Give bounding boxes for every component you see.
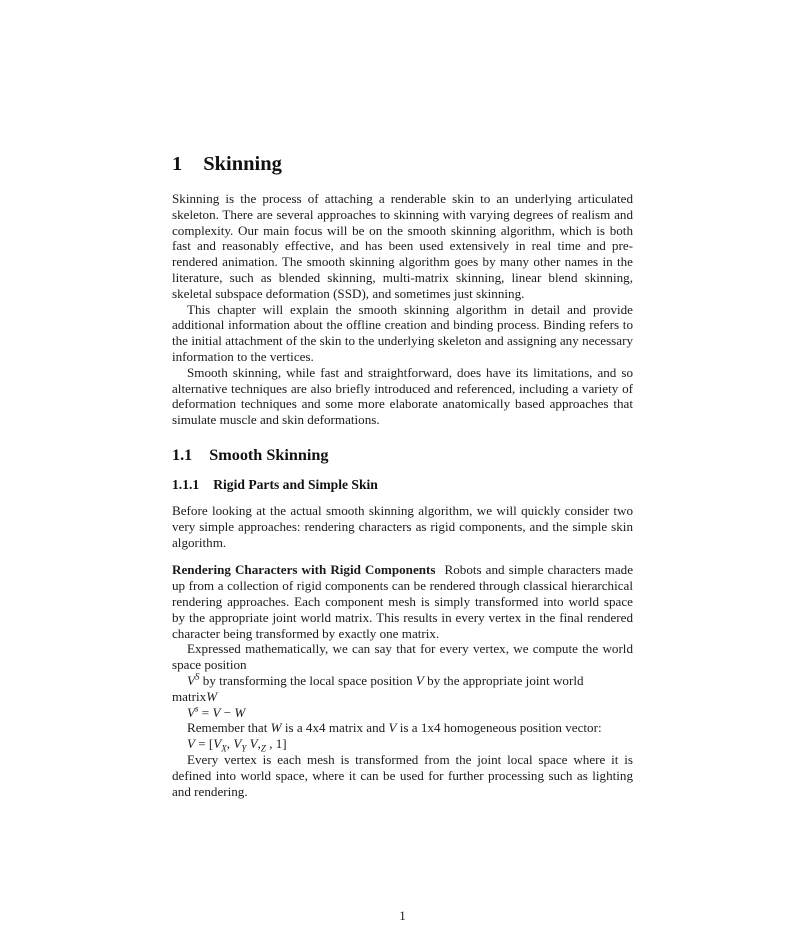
math-subscript: Z <box>260 743 266 754</box>
math-var: W <box>206 688 218 704</box>
math-var: W <box>270 720 282 736</box>
math-var: V <box>213 736 222 752</box>
math-text: = <box>198 704 213 720</box>
section-title: Skinning <box>203 153 282 175</box>
math-vs-intro <box>172 673 633 705</box>
subsection-title: Smooth Skinning <box>209 445 329 464</box>
paragraph-chapter-overview: This chapter will explain the smooth skinning algorithm in detail and provide additional information about the offline creation and binding process. Binding refers to the initial attachment of the skin to the underlying skeleton and assigning any necessary information to the vertices. <box>172 301 633 364</box>
math-text: is a 1x4 homogeneous position vector: <box>396 720 602 736</box>
math-subscript: Y <box>241 743 247 754</box>
paragraph-before-looking: Before looking at the actual smooth skinning algorithm, we will quickly consider two very simple approaches: rendering characters as rigid components, and the simple skin algorithm. <box>172 502 633 550</box>
math-superscript: S <box>195 671 200 682</box>
subsection-number: 1.1 <box>172 445 193 464</box>
paragraph-intro: Skinning is the process of attaching a renderable skin to an underlying articulated skeleton. There are several approaches to skinning with varying degrees of realism and complexity. Our main focus will be on the smooth skinning algorithm, which is both fast and reasonably effective, and has been used extensively in real time and pre-rendered animation. The smooth skinning algorithm goes by many other names in the literature, such as blended skinning, multi-matrix skinning, linear blend skinning, skeletal subspace deformation (SSD), and sometimes just skinning. <box>172 191 633 301</box>
math-text: matrix <box>172 688 207 704</box>
math-text: Remember that <box>187 720 271 736</box>
math-text: , <box>226 736 234 752</box>
math-text: − <box>220 704 235 720</box>
subsubsection-number: 1.1.1 <box>172 476 200 492</box>
math-text: , 1] <box>265 736 287 752</box>
subsubsection-heading <box>172 477 633 493</box>
paragraph-rigid-components <box>172 562 633 641</box>
math-text: , <box>257 736 261 752</box>
subsection-heading <box>172 446 633 465</box>
paragraph-limitations: Smooth skinning, while fast and straightforward, does have its limitations, and so alternative techniques are also briefly introduced and referenced, including a variety of deformation techniques and some more elaborate anatomically based approaches that simulate muscle and skin deformations. <box>172 364 633 428</box>
paragraph-every-vertex: Every vertex is each mesh is transformed from the joint local space where it is defined into world space, where it can be used for further processing such as lighting and rendering. <box>172 751 633 799</box>
paragraph-expressed-math: Expressed mathematically, we can say that for every vertex, we compute the world space position <box>172 641 633 673</box>
math-var: V <box>212 704 221 720</box>
section-number: 1 <box>172 153 183 175</box>
math-var: V <box>388 720 397 736</box>
math-var: V <box>187 704 195 720</box>
paragraph-remember <box>172 720 633 736</box>
math-var: V <box>415 672 424 688</box>
subsubsection-title: Rigid Parts and Simple Skin <box>213 476 378 492</box>
math-subscript: X <box>221 743 227 754</box>
runin-heading: Rendering Characters with Rigid Components <box>172 562 436 578</box>
math-var: V <box>249 736 258 752</box>
math-text: is a 4x4 matrix and <box>281 720 389 736</box>
math-var: V <box>187 736 195 752</box>
math-equation-vs <box>172 705 633 721</box>
section-heading <box>172 152 633 176</box>
math-var: V <box>187 672 195 688</box>
page-number: 1 <box>399 908 406 923</box>
math-var: V <box>233 736 242 752</box>
math-text: = [ <box>195 736 214 752</box>
math-equation-vector <box>172 736 633 752</box>
math-text: by the appropriate joint world <box>423 672 584 688</box>
math-superscript: s <box>195 703 199 714</box>
text-column <box>172 152 633 799</box>
math-var: W <box>234 704 246 720</box>
runin-body: Robots and simple characters made up from a collection of rigid components can be rendered through classical hierarchical rendering approaches. Each component mesh is simply transformed into world space by the appropriate joint world matrix. This results in every vertex in the final rendered character being transformed by exactly one matrix. <box>172 562 634 641</box>
math-text: by transforming the local space position <box>199 672 416 688</box>
